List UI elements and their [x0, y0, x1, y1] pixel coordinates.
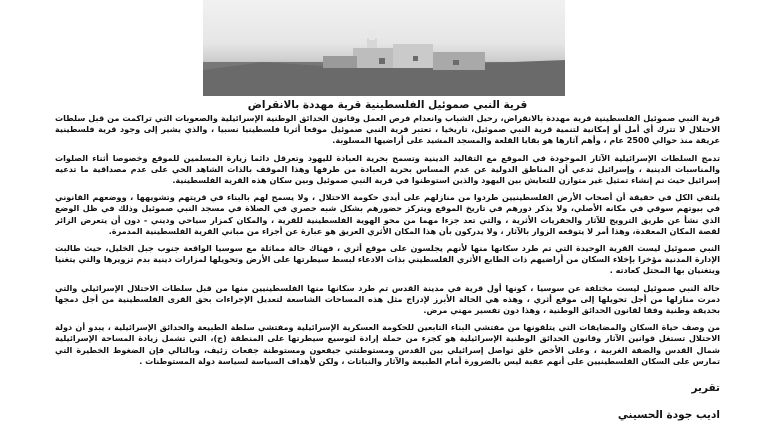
village-photo [203, 0, 565, 96]
paragraph-4: النبي صموئيل ليست القرية الوحيدة التي تم طرد سكانها منها لأنهم يجلسون على موقع أثري ، فهناك حالة مماثلة مع سوسيا الواقعة جنوب جبل الخليل، حيث طالبت الإدارة المدنية مؤخرا بإخلاء السكان من أراضيهم ذات الطابع الأثري الفلسطيني بذات الادعاء لبسط سيطرتها على الأرض وتحويلها لمزارات دينية بدم تزويرها والتي يتغنيا ويتغنيان بها المحتل كعادته . [55, 243, 720, 276]
paragraph-1: قرية النبي صموئيل الفلسطينية قرية مهددة بالانقراض، رحيل الشباب وانعدام فرص العمل وقانون الحدائق الوطنية الإسرائيلية والصعوبات التي تراكمت من قبل سلطات الاحتلال لا تترك أي أمل أو إمكانية لتنمية قرية النبي صموئيل، تاريخيا ، تعتبر قرية النبي صموئيل موقعا أثريا فلسطينيا نسبيا ، والذي يشير إلى وجود قرية فلسطينية عريقة منذ حوالي 2500 عام ، وأهم آثارها هو بقايا القلعة والمسجد المشيد على أراضيها المسلوبة. [55, 113, 720, 146]
author-name: اديب جودة الحسيني [617, 409, 720, 422]
village-photo-icon [203, 0, 565, 96]
article [55, 98, 720, 428]
report-label: تقرير [691, 382, 720, 395]
paragraph-3: يلتقي الكل في حقيقة أن أصحاب الأرض الفلسطينيين طردوا من منازلهم على أيدي حكومة الاحتلال ، ولا يسمح لهم بالبناء في قريتهم وتشويهها ، ووضعهم القانوني في بيوتهم سوقي في مكانه الأصلي، ولا يذكر دورهم في تاريخ الموقع ويتركز حضورهم بشكل شبه حصري في الصلاة في مسجد النبي صموئيل وذلك في ظل الوضع الذي نشأ عن طريق الترويج للآثار والحفريات الأثرية ، والتي تعد جزءا مهما من محو الهوية الفلسطينية للقرية ، والمكان كمزار سياحي وديني - دون أن يتعرض الزائر لقصة المكان المعقدة، وهذا أمر لا يتوقعه الزوار بالآثار ، ولا يدركون بأن هذا المكان الأثري العريق هو عبارة عن أجزاء من مباني القرية الفلسطينية المدمرة. [55, 192, 720, 236]
paragraph-5: حالة النبي صموئيل ليست مختلفة عن سوسيا ، كونها أول قرية في مدينة القدس تم طرد سكانها منها الفلسطينيين منها من قبل سلطات الاحتلال الإسرائيلي والتي دمرت منازلها من أجل تحويلها إلى موقع أثري ، وهذه هي الحالة الأبرز لإدراج مثل هذه المساحات الشاسعة لتعديل الإجراءات بحق القرى الفلسطينية من أجل دمجها بحديقة وطنية وفقا لقانون الحدائق الوطنية ، وهذا دون تفسير مهني مرض. [55, 282, 720, 316]
paragraph-2: تدمج السلطات الإسرائيلية الآثار الموجودة في الموقع مع التقاليد الدينية وتسمح بحرية العبادة لليهود وتعرقل دائما زيارة المسلمين للموقع وخصوصا أثناء الصلوات والمناسبات الدينية ، وإسرائيل تدعي أن المناطق الدولية عن عدم المساس بحرية العبادة من طرفها وهذا الموقف بالذات الشاهد الحي على عدم مصداقية ما تدعيه إسرائيل حيث تم إنشاء تمثيل غير متوازن للتعايش بين اليهود والذين استوطنوا في قرية النبي صموئيل وبين سكان هذه القرية الفلسطينية. [55, 152, 720, 186]
article-title: قرية النبي صموئيل الفلسطينية قرية مهددة بالانقراض [247, 99, 528, 111]
paragraph-6: من وصف حياة السكان والمضايقات التي يتلقونها من مفتشي البناء التابعين للحكومة العسكرية الإسرائيلية ومفتشي سلطة الطبيعة والحدائق الإسرائيلية ، يبدو أن دولة الاحتلال تستغل قوانين الآثار وقانون الحدائق الوطنية الإسرائيلية هو كجزء من حملة إرادة لتوسيع سيطرتها على المنطقة (ج)، التي تشمل زيادة المساحة الإسرائيلية شمال القدس والضفة الغربية ، وعلى الأخص خلق تواصل إسرائيلي بين القدس ومستوطنتي جيفعون ومستوطنة جفعات زئيف، وبالتالي فإن الضغوط الخطيرة التي تمارس على السكان الفلسطينيين على أنهم عقبة ليس بالضرورة أمام الطبيعة والآثار والنباتات ، ولكن لأهداف السياسة لسياسة دولة المستوطنات . [55, 322, 720, 366]
